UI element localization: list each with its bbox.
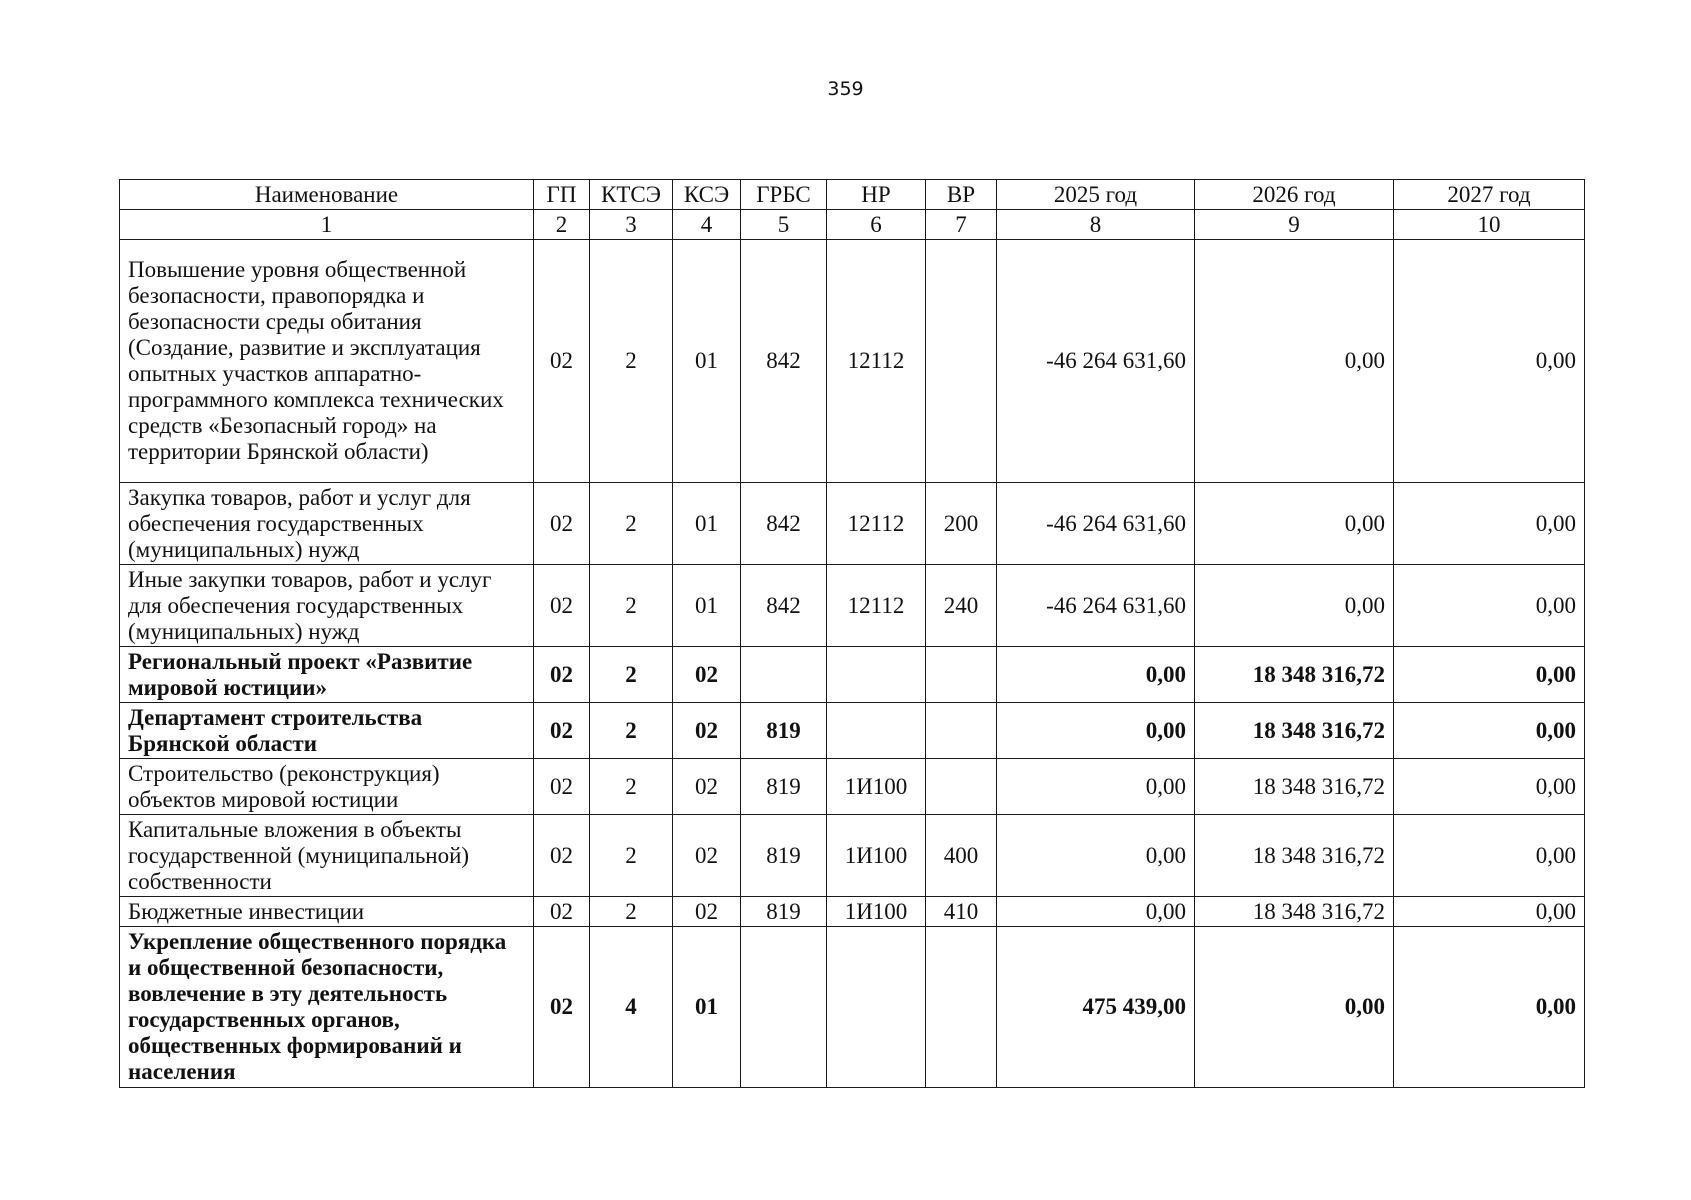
cell-2027: 0,00	[1394, 565, 1585, 647]
table-row	[120, 240, 1585, 483]
cell-vr: 400	[926, 815, 997, 897]
cell-vr	[926, 240, 997, 483]
table-row	[120, 759, 1585, 815]
header-gp: ГП	[534, 180, 590, 210]
column-number: 6	[827, 210, 926, 240]
cell-gp: 02	[534, 240, 590, 483]
column-number: 8	[997, 210, 1195, 240]
cell-ktse: 2	[590, 483, 673, 565]
page-number: 359	[827, 78, 864, 100]
cell-ktse: 2	[590, 897, 673, 927]
column-number: 10	[1394, 210, 1585, 240]
table-row	[120, 483, 1585, 565]
cell-2027: 0,00	[1394, 927, 1585, 1088]
cell-nr	[827, 927, 926, 1088]
cell-ktse: 2	[590, 240, 673, 483]
cell-grbs: 842	[741, 483, 827, 565]
cell-nr: 1И100	[827, 759, 926, 815]
cell-kse: 01	[673, 565, 741, 647]
header-2025: 2025 год	[997, 180, 1195, 210]
cell-kse: 01	[673, 927, 741, 1088]
cell-ktse: 4	[590, 927, 673, 1088]
row-name: Департамент строительства Брянской области	[120, 703, 534, 759]
cell-2027: 0,00	[1394, 240, 1585, 483]
cell-2026: 18 348 316,72	[1195, 703, 1394, 759]
column-number: 1	[120, 210, 534, 240]
cell-kse: 02	[673, 759, 741, 815]
cell-kse: 01	[673, 483, 741, 565]
cell-2025: 0,00	[997, 815, 1195, 897]
cell-2025: 0,00	[997, 897, 1195, 927]
header-2027: 2027 год	[1394, 180, 1585, 210]
column-number: 3	[590, 210, 673, 240]
table-row	[120, 565, 1585, 647]
column-number: 2	[534, 210, 590, 240]
cell-vr	[926, 759, 997, 815]
cell-gp: 02	[534, 703, 590, 759]
header-ktse: КТСЭ	[590, 180, 673, 210]
table-row	[120, 703, 1585, 759]
cell-kse: 02	[673, 815, 741, 897]
cell-2026: 18 348 316,72	[1195, 897, 1394, 927]
cell-ktse: 2	[590, 815, 673, 897]
table-row	[120, 897, 1585, 927]
header-vr: ВР	[926, 180, 997, 210]
row-name: Закупка товаров, работ и услуг для обеспечения государственных (муниципальных) нужд	[120, 483, 534, 565]
cell-gp: 02	[534, 815, 590, 897]
cell-grbs: 819	[741, 759, 827, 815]
cell-2025: -46 264 631,60	[997, 565, 1195, 647]
cell-vr: 240	[926, 565, 997, 647]
cell-2027: 0,00	[1394, 897, 1585, 927]
cell-kse: 02	[673, 897, 741, 927]
cell-grbs: 842	[741, 240, 827, 483]
cell-vr	[926, 927, 997, 1088]
budget-table	[119, 179, 1585, 1088]
cell-2027: 0,00	[1394, 703, 1585, 759]
cell-nr: 12112	[827, 483, 926, 565]
cell-kse: 02	[673, 647, 741, 703]
table-row	[120, 815, 1585, 897]
cell-vr	[926, 647, 997, 703]
row-name: Строительство (реконструкция) объектов мировой юстиции	[120, 759, 534, 815]
cell-ktse: 2	[590, 565, 673, 647]
column-number: 5	[741, 210, 827, 240]
cell-2025: 0,00	[997, 703, 1195, 759]
cell-gp: 02	[534, 565, 590, 647]
cell-nr: 12112	[827, 240, 926, 483]
row-name: Повышение уровня общественной безопасности, правопорядка и безопасности среды обитания (Создание, развитие и эксплуатация опытных участков аппаратно-программного комплекса технических средств «Безопасный город» на территории Брянской области)	[120, 240, 534, 483]
cell-2027: 0,00	[1394, 815, 1585, 897]
cell-2025: -46 264 631,60	[997, 483, 1195, 565]
cell-gp: 02	[534, 759, 590, 815]
cell-ktse: 2	[590, 703, 673, 759]
cell-2026: 0,00	[1195, 240, 1394, 483]
cell-2026: 18 348 316,72	[1195, 815, 1394, 897]
cell-gp: 02	[534, 483, 590, 565]
header-2026: 2026 год	[1195, 180, 1394, 210]
column-number: 9	[1195, 210, 1394, 240]
cell-gp: 02	[534, 927, 590, 1088]
column-number-row	[120, 210, 1585, 240]
cell-grbs: 819	[741, 703, 827, 759]
cell-2025: 475 439,00	[997, 927, 1195, 1088]
cell-2026: 18 348 316,72	[1195, 759, 1394, 815]
cell-2025: 0,00	[997, 647, 1195, 703]
cell-kse: 02	[673, 703, 741, 759]
cell-nr	[827, 647, 926, 703]
table-row	[120, 927, 1585, 1088]
cell-kse: 01	[673, 240, 741, 483]
table-row	[120, 647, 1585, 703]
row-name: Региональный проект «Развитие мировой юстиции»	[120, 647, 534, 703]
cell-nr: 1И100	[827, 897, 926, 927]
cell-vr: 200	[926, 483, 997, 565]
cell-vr	[926, 703, 997, 759]
column-number: 7	[926, 210, 997, 240]
cell-ktse: 2	[590, 759, 673, 815]
header-kse: КСЭ	[673, 180, 741, 210]
cell-2026: 0,00	[1195, 565, 1394, 647]
cell-2025: 0,00	[997, 759, 1195, 815]
row-name: Иные закупки товаров, работ и услуг для обеспечения государственных (муниципальных) нужд	[120, 565, 534, 647]
cell-2027: 0,00	[1394, 647, 1585, 703]
cell-grbs: 819	[741, 815, 827, 897]
row-name: Укрепление общественного порядка и общественной безопасности, вовлечение в эту деятельность государственных органов, общественных формирований и населения	[120, 927, 534, 1088]
row-name: Бюджетные инвестиции	[120, 897, 534, 927]
cell-grbs	[741, 647, 827, 703]
column-number: 4	[673, 210, 741, 240]
cell-2027: 0,00	[1394, 759, 1585, 815]
header-grbs: ГРБС	[741, 180, 827, 210]
cell-2026: 0,00	[1195, 927, 1394, 1088]
cell-nr: 12112	[827, 565, 926, 647]
cell-gp: 02	[534, 897, 590, 927]
cell-grbs: 819	[741, 897, 827, 927]
cell-vr: 410	[926, 897, 997, 927]
cell-nr: 1И100	[827, 815, 926, 897]
cell-2027: 0,00	[1394, 483, 1585, 565]
cell-gp: 02	[534, 647, 590, 703]
cell-grbs: 842	[741, 565, 827, 647]
cell-2026: 0,00	[1195, 483, 1394, 565]
header-row	[120, 180, 1585, 210]
cell-nr	[827, 703, 926, 759]
header-name: Наименование	[120, 180, 534, 210]
row-name: Капитальные вложения в объекты государственной (муниципальной) собственности	[120, 815, 534, 897]
cell-ktse: 2	[590, 647, 673, 703]
cell-2026: 18 348 316,72	[1195, 647, 1394, 703]
cell-2025: -46 264 631,60	[997, 240, 1195, 483]
cell-grbs	[741, 927, 827, 1088]
header-nr: НР	[827, 180, 926, 210]
